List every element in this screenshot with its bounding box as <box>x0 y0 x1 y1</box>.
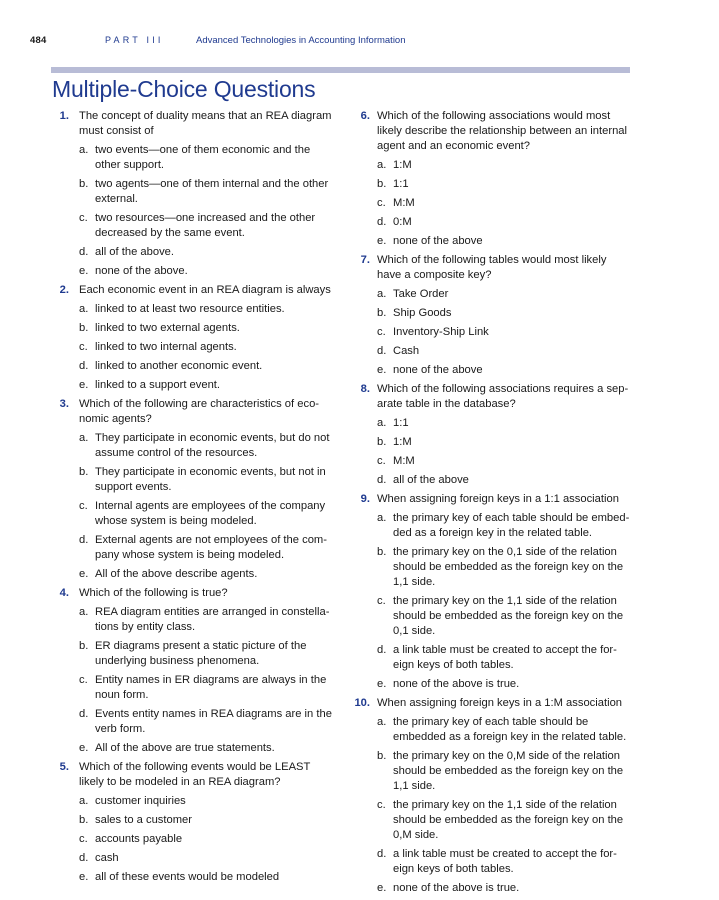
option-letter: d. <box>377 644 387 656</box>
answer-option <box>79 851 332 866</box>
answer-options <box>377 158 632 249</box>
option-letter: e. <box>377 364 387 376</box>
option-letter: a. <box>79 795 89 807</box>
answer-option <box>79 211 332 241</box>
option-letter: c. <box>377 799 386 811</box>
answer-option <box>377 643 632 673</box>
question-text: Which of the following associations would most likely describe the relationship between an internal agent and an economic event? <box>377 110 628 152</box>
question-number: 3. <box>59 398 69 410</box>
option-text: none of the above is true. <box>393 882 520 894</box>
option-letter: a. <box>377 288 387 300</box>
answer-option <box>377 749 632 794</box>
answer-option <box>79 177 332 207</box>
question-number: 7. <box>360 254 370 266</box>
option-text: all of these events would be modeled <box>95 871 280 883</box>
answer-option <box>377 325 632 340</box>
answer-option <box>79 707 332 737</box>
option-letter: b. <box>377 436 387 448</box>
question-number: 10. <box>354 697 370 709</box>
option-text: linked to two internal agents. <box>95 341 237 353</box>
answer-option <box>377 287 632 302</box>
option-letter: b. <box>377 546 387 558</box>
answer-option <box>79 567 332 582</box>
answer-option <box>79 870 332 885</box>
section-title: Multiple-Choice Questions <box>52 76 316 102</box>
option-text: Inventory-Ship Link <box>393 326 489 338</box>
answer-option <box>79 302 332 317</box>
answer-option <box>79 673 332 703</box>
option-text: cash <box>95 852 119 864</box>
answer-option <box>79 340 332 355</box>
part-label: PART III <box>105 35 164 45</box>
answer-option <box>377 177 632 192</box>
answer-option <box>377 473 632 488</box>
question-text: Each economic event in an REA diagram is always <box>79 284 331 296</box>
question <box>352 696 632 896</box>
option-text: none of the above. <box>95 265 188 277</box>
option-letter: c. <box>79 674 88 686</box>
question-text: Which of the following events would be LEAST likely to be modeled in an REA diagram? <box>79 761 311 788</box>
option-letter: e. <box>377 882 387 894</box>
option-text: All of the above are true statements. <box>95 742 275 754</box>
option-letter: e. <box>79 568 89 580</box>
option-letter: e. <box>79 742 89 754</box>
answer-option <box>377 454 632 469</box>
option-text: Take Order <box>393 288 449 300</box>
answer-option <box>377 511 632 541</box>
option-text: a link table must be created to accept the for-eign keys of both tables. <box>393 644 617 671</box>
answer-options <box>377 715 632 896</box>
option-text: a link table must be created to accept the for-eign keys of both tables. <box>393 848 617 875</box>
option-letter: d. <box>377 474 387 486</box>
answer-option <box>79 321 332 336</box>
answer-option <box>79 741 332 756</box>
option-letter: e. <box>79 265 89 277</box>
option-letter: b. <box>79 814 89 826</box>
answer-options <box>79 302 332 393</box>
answer-option <box>377 344 632 359</box>
option-text: all of the above. <box>95 246 174 258</box>
option-letter: b. <box>79 178 89 190</box>
question-text: The concept of duality means that an REA diagram must consist of <box>79 110 332 137</box>
answer-option <box>377 881 632 896</box>
option-text: External agents are not employees of the com-pany whose system is being modeled. <box>95 534 327 561</box>
option-text: linked to two external agents. <box>95 322 240 334</box>
question <box>52 760 332 885</box>
answer-option <box>79 639 332 669</box>
answer-option <box>377 215 632 230</box>
answer-option <box>377 435 632 450</box>
option-text: All of the above describe agents. <box>95 568 258 580</box>
question-text: Which of the following are characteristics of eco-nomic agents? <box>79 398 320 425</box>
option-letter: c. <box>79 500 88 512</box>
option-text: Ship Goods <box>393 307 452 319</box>
option-letter: d. <box>79 360 89 372</box>
question-number: 9. <box>360 493 370 505</box>
option-text: linked to another economic event. <box>95 360 263 372</box>
option-letter: d. <box>79 246 89 258</box>
option-letter: a. <box>377 159 387 171</box>
option-letter: d. <box>377 216 387 228</box>
option-text: the primary key of each table should be embed-ded as a foreign key in the related table. <box>393 512 630 539</box>
option-letter: c. <box>377 197 386 209</box>
question <box>352 109 632 249</box>
option-text: the primary key on the 1,1 side of the relation should be embedded as the foreign key on the 0,M side. <box>393 799 624 841</box>
question-text: Which of the following associations requires a sep-arate table in the database? <box>377 383 629 410</box>
option-text: linked to a support event. <box>95 379 221 391</box>
answer-option <box>79 359 332 374</box>
question-number: 5. <box>59 761 69 773</box>
option-text: two events—one of them economic and the other support. <box>95 144 311 171</box>
option-text: 0:M <box>393 216 412 228</box>
option-text: none of the above <box>393 364 483 376</box>
option-letter: c. <box>79 833 88 845</box>
left-column <box>52 109 332 889</box>
option-text: 1:M <box>393 159 412 171</box>
option-letter: a. <box>377 417 387 429</box>
option-text: Cash <box>393 345 420 357</box>
chapter-title: Advanced Technologies in Accounting Information <box>196 35 406 46</box>
question-number: 4. <box>59 587 69 599</box>
answer-option <box>79 813 332 828</box>
option-letter: a. <box>79 144 89 156</box>
answer-option <box>79 832 332 847</box>
answer-option <box>79 431 332 461</box>
answer-option <box>79 264 332 279</box>
option-letter: c. <box>377 595 386 607</box>
answer-option <box>377 545 632 590</box>
question-number: 2. <box>59 284 69 296</box>
question-text: Which of the following is true? <box>79 587 228 599</box>
page-number: 484 <box>30 35 47 46</box>
answer-options <box>79 143 332 279</box>
answer-option <box>377 594 632 639</box>
option-letter: e. <box>377 235 387 247</box>
option-letter: c. <box>377 326 386 338</box>
option-text: sales to a customer <box>95 814 193 826</box>
option-letter: b. <box>377 307 387 319</box>
option-text: They participate in economic events, but do not assume control of the resources. <box>95 432 330 459</box>
option-text: none of the above <box>393 235 483 247</box>
question <box>352 382 632 488</box>
option-letter: a. <box>79 303 89 315</box>
answer-option <box>377 196 632 211</box>
option-letter: b. <box>79 466 89 478</box>
question <box>52 586 332 756</box>
answer-option <box>377 363 632 378</box>
question-text: When assigning foreign keys in a 1:1 association <box>377 493 619 505</box>
question-number: 1. <box>59 110 69 122</box>
option-letter: b. <box>79 640 89 652</box>
option-letter: e. <box>377 678 387 690</box>
option-text: the primary key on the 0,1 side of the relation should be embedded as the foreign key on the 1,1 side. <box>393 546 624 588</box>
question-text: When assigning foreign keys in a 1:M association <box>377 697 623 709</box>
running-header <box>30 34 630 50</box>
option-letter: b. <box>79 322 89 334</box>
option-text: ER diagrams present a static picture of the underlying business phenomena. <box>95 640 307 667</box>
option-text: customer inquiries <box>95 795 186 807</box>
answer-option <box>377 798 632 843</box>
question <box>52 397 332 582</box>
answer-options <box>79 431 332 582</box>
answer-options <box>79 605 332 756</box>
option-text: Events entity names in REA diagrams are in the verb form. <box>95 708 332 735</box>
option-letter: d. <box>79 534 89 546</box>
answer-options <box>377 287 632 378</box>
option-text: REA diagram entities are arranged in constella-tions by entity class. <box>95 606 330 633</box>
answer-option <box>377 416 632 431</box>
option-text: 1:1 <box>393 417 409 429</box>
answer-option <box>79 605 332 635</box>
question <box>52 283 332 393</box>
question-number: 6. <box>360 110 370 122</box>
option-text: the primary key on the 0,M side of the relation should be embedded as the foreign key on the 1,1 side. <box>393 750 624 792</box>
option-letter: c. <box>79 212 88 224</box>
option-text: Entity names in ER diagrams are always in the noun form. <box>95 674 327 701</box>
option-letter: c. <box>377 455 386 467</box>
section-rule <box>51 67 630 73</box>
option-text: They participate in economic events, but not in support events. <box>95 466 326 493</box>
answer-option <box>377 715 632 745</box>
option-text: M:M <box>393 197 415 209</box>
question <box>352 492 632 692</box>
answer-option <box>377 234 632 249</box>
option-letter: e. <box>79 379 89 391</box>
answer-option <box>79 378 332 393</box>
answer-option <box>79 465 332 495</box>
answer-option <box>79 499 332 529</box>
option-letter: a. <box>79 606 89 618</box>
question <box>352 253 632 378</box>
option-text: 1:1 <box>393 178 409 190</box>
answer-option <box>377 306 632 321</box>
option-text: two agents—one of them internal and the other external. <box>95 178 329 205</box>
answer-options <box>377 416 632 488</box>
option-text: all of the above <box>393 474 469 486</box>
option-letter: c. <box>79 341 88 353</box>
question-number: 8. <box>360 383 370 395</box>
option-text: none of the above is true. <box>393 678 520 690</box>
option-letter: d. <box>79 708 89 720</box>
answer-option <box>79 143 332 173</box>
option-letter: e. <box>79 871 89 883</box>
option-letter: d. <box>79 852 89 864</box>
option-text: two resources—one increased and the other decreased by the same event. <box>95 212 316 239</box>
answer-option <box>79 533 332 563</box>
answer-option <box>377 677 632 692</box>
option-text: 1:M <box>393 436 412 448</box>
option-text: accounts payable <box>95 833 183 845</box>
answer-options <box>79 794 332 885</box>
option-text: the primary key on the 1,1 side of the relation should be embedded as the foreign key on the 0,1 side. <box>393 595 624 637</box>
option-letter: d. <box>377 848 387 860</box>
answer-option <box>377 847 632 877</box>
answer-option <box>79 245 332 260</box>
option-text: linked to at least two resource entities. <box>95 303 285 315</box>
answer-options <box>377 511 632 692</box>
option-letter: a. <box>377 512 387 524</box>
answer-option <box>79 794 332 809</box>
option-letter: a. <box>79 432 89 444</box>
option-text: the primary key of each table should be embedded as a foreign key in the related table. <box>393 716 627 743</box>
option-text: Internal agents are employees of the company whose system is being modeled. <box>95 500 326 527</box>
option-letter: b. <box>377 750 387 762</box>
answer-option <box>377 158 632 173</box>
option-text: M:M <box>393 455 415 467</box>
option-letter: d. <box>377 345 387 357</box>
question-text: Which of the following tables would most likely have a composite key? <box>377 254 607 281</box>
right-column <box>352 109 632 900</box>
option-letter: b. <box>377 178 387 190</box>
question <box>52 109 332 279</box>
option-letter: a. <box>377 716 387 728</box>
